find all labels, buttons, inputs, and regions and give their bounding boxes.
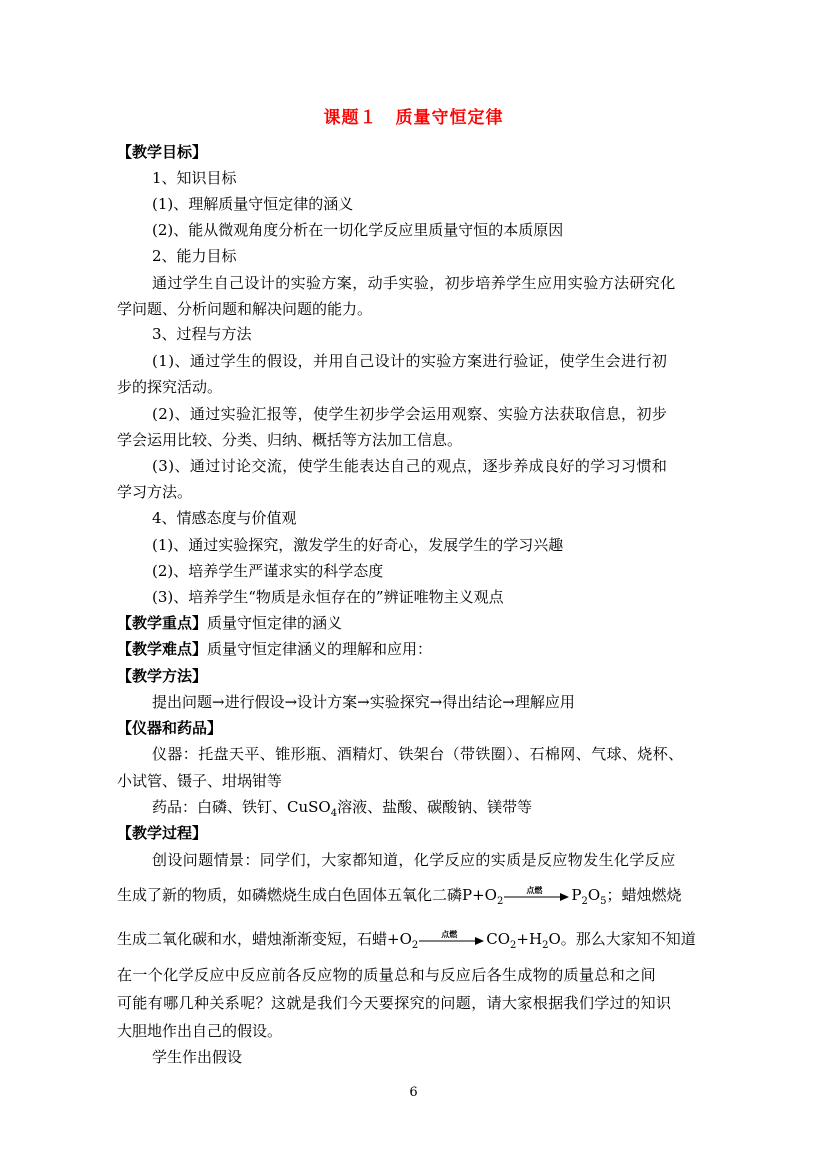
equation-1-right-sub1: 2 bbox=[581, 896, 588, 907]
drugs-line bbox=[152, 797, 532, 820]
teaching-text-2-prefix: 生成了新的物质，如磷燃烧生成白色固体五氧化二磷 bbox=[117, 886, 463, 904]
knowledge-item-2: (2)、能从微观角度分析在一切化学反应里质量守恒的本质原因 bbox=[152, 221, 564, 239]
teaching-text-2-suffix: ；蜡烛燃烧 bbox=[606, 886, 682, 904]
process-item-1a: (1)、通过学生的假设，并用自己设计的实验方案进行验证，使学生会进行初 bbox=[152, 352, 668, 370]
drugs-subscript: 4 bbox=[330, 808, 338, 819]
equation-2-right-sub1: 2 bbox=[510, 940, 517, 951]
key-point-text: 质量守恒定律的涵义 bbox=[207, 614, 343, 632]
difficulty-text: 质量守恒定律涵义的理解和应用： bbox=[207, 640, 433, 658]
method-text: 提出问题→进行假设→设计方案→实验探究→得出结论→理解应用 bbox=[152, 693, 575, 711]
equation-2-right-c: O bbox=[548, 930, 561, 948]
ability-text-1: 通过学生自己设计的实验方案，动手实验，初步培养学生应用实验方法研究化 bbox=[152, 274, 676, 292]
equation-2-right-b: +H bbox=[516, 930, 543, 948]
equation-1-right-a: P bbox=[571, 886, 582, 904]
process-heading: 3、过程与方法 bbox=[152, 325, 252, 343]
process-item-2a: (2)、通过实验汇报等，使学生初步学会运用观察、实验方法获取信息，初步 bbox=[152, 405, 668, 423]
teaching-text-3 bbox=[117, 929, 696, 952]
emotion-item-2: (2)、培养学生严谨求实的科学态度 bbox=[152, 562, 384, 580]
goals-heading: 【教学目标】 bbox=[117, 143, 208, 161]
knowledge-heading: 1、知识目标 bbox=[152, 169, 237, 187]
equipment-text-2: 小试管、镊子、坩埚钳等 bbox=[117, 772, 283, 790]
key-point bbox=[117, 613, 342, 633]
process-item-2b: 学会运用比较、分类、归纳、概括等方法加工信息。 bbox=[117, 431, 463, 449]
emotion-heading: 4、情感态度与价值观 bbox=[152, 509, 297, 527]
equipment-text-1: 仪器：托盘天平、锥形瓶、酒精灯、铁架台（带铁圈）、石棉网、气球、烧杯、 bbox=[152, 745, 684, 763]
page-title: 课题１ 质量守恒定律 bbox=[323, 108, 504, 128]
equipment-heading: 【仪器和药品】 bbox=[117, 719, 223, 737]
difficulty-point bbox=[117, 639, 432, 659]
arrow-icon bbox=[504, 892, 570, 902]
drugs-suffix: 溶液、盐酸、碳酸钠、镁带等 bbox=[337, 798, 533, 816]
reaction-condition-2: 点燃 bbox=[441, 929, 458, 939]
ability-text-2: 学问题、分析问题和解决问题的能力。 bbox=[117, 300, 373, 318]
key-point-label: 【教学重点】 bbox=[117, 614, 208, 632]
equation-2-left-sub: 2 bbox=[411, 940, 419, 951]
teaching-text-2 bbox=[117, 885, 682, 908]
page-number: 6 bbox=[409, 1085, 418, 1100]
drugs-prefix: 药品：白磷、铁钉、CuSO bbox=[152, 798, 331, 816]
process-item-3a: (3)、通过讨论交流，使学生能表达自己的观点，逐步养成良好的学习习惯和 bbox=[152, 457, 668, 475]
teaching-text-4: 在一个化学反应中反应前各反应物的质量总和与反应后各生成物的质量总和之间 bbox=[117, 966, 657, 984]
equation-1-right-b: O bbox=[587, 886, 601, 904]
equation-1-left: P+O bbox=[462, 886, 497, 904]
knowledge-item-1: (1)、理解质量守恒定律的涵义 bbox=[152, 195, 354, 213]
arrow-icon bbox=[419, 936, 485, 946]
teaching-heading: 【教学过程】 bbox=[117, 824, 208, 842]
equation-1-left-sub: 2 bbox=[496, 896, 504, 907]
equation-1-right-sub2: 5 bbox=[600, 896, 607, 907]
teaching-text-1: 创设问题情景：同学们，大家都知道，化学反应的实质是反应物发生化学反应 bbox=[152, 851, 676, 869]
process-item-1b: 步的探究活动。 bbox=[117, 378, 223, 396]
reaction-arrow-1 bbox=[504, 885, 570, 903]
difficulty-label: 【教学难点】 bbox=[117, 640, 208, 658]
teaching-text-5: 可能有哪几种关系呢？这就是我们今天要探究的问题，请大家根据我们学过的知识 bbox=[117, 994, 672, 1012]
emotion-item-3: (3)、培养学生“物质是永恒存在的”辨证唯物主义观点 bbox=[152, 588, 504, 606]
teaching-text-6: 大胆地作出自己的假设。 bbox=[117, 1022, 283, 1040]
teaching-text-3-prefix: 生成二氧化碳和水，蜡烛渐渐变短，石蜡+O bbox=[117, 930, 412, 948]
equation-2-right-sub2: 2 bbox=[542, 940, 549, 951]
equation-2-right-a: CO bbox=[486, 930, 511, 948]
emotion-item-1: (1)、通过实验探究，激发学生的好奇心，发展学生的学习兴趣 bbox=[152, 536, 564, 554]
ability-heading: 2、能力目标 bbox=[152, 247, 237, 265]
teaching-text-7: 学生作出假设 bbox=[152, 1048, 243, 1066]
method-heading: 【教学方法】 bbox=[117, 667, 208, 685]
teaching-text-3-suffix: 。那么大家知不知道 bbox=[560, 930, 696, 948]
reaction-arrow-2 bbox=[419, 929, 485, 947]
reaction-condition-1: 点燃 bbox=[526, 885, 543, 895]
process-item-3b: 学习方法。 bbox=[117, 483, 193, 501]
